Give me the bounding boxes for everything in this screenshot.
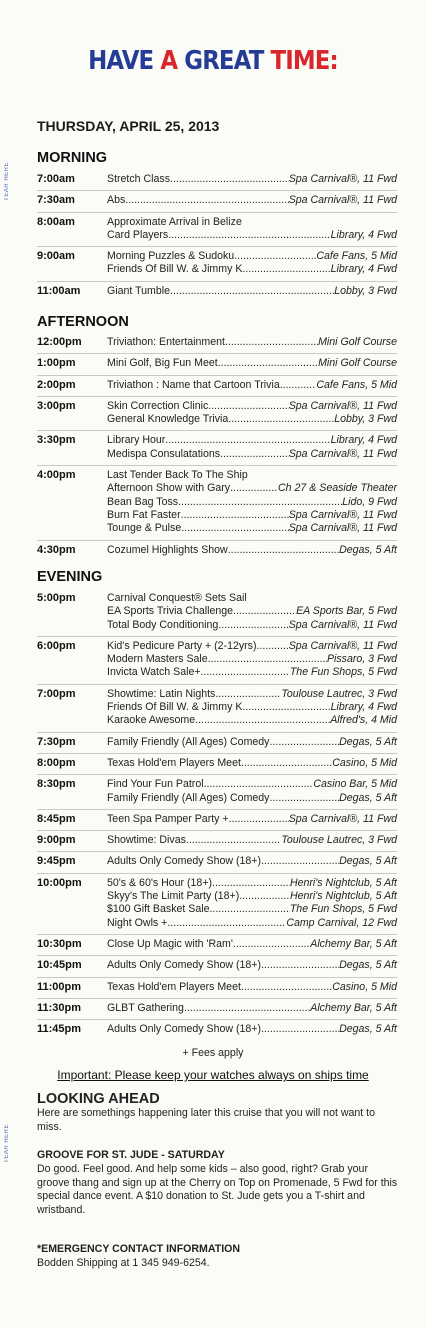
event-location: Degas, 5 Aft: [339, 735, 397, 748]
event-name: Stretch Class: [107, 173, 170, 185]
event-name: 50's & 60's Hour (18+): [107, 876, 213, 889]
event-location: Camp Carnival, 12 Fwd: [286, 916, 397, 929]
event-time: 8:45pm: [37, 812, 76, 825]
dot-leader: [218, 357, 318, 370]
event-list: [107, 855, 397, 868]
event-time: 11:45pm: [37, 1023, 82, 1036]
event-item: [107, 736, 397, 749]
event-location: Degas, 5 Aft: [339, 959, 397, 972]
event-time: 4:30pm: [37, 543, 76, 556]
event-name: Giant Tumble: [107, 284, 171, 297]
dot-leader: [241, 981, 332, 994]
dot-leader: [234, 250, 316, 263]
schedule-row: [37, 873, 397, 934]
event-list: [107, 813, 397, 826]
dot-leader: [225, 336, 318, 349]
schedule-row: [37, 246, 397, 281]
event-list: [107, 1023, 397, 1036]
event-location: Toulouse Lautrec, 3 Fwd: [281, 834, 397, 847]
event-item: [107, 448, 397, 461]
event-name: Showtime: Divas: [107, 834, 186, 847]
dot-leader: [245, 263, 330, 276]
event-item: [107, 653, 397, 666]
dot-leader: [195, 714, 330, 727]
event-list: [107, 938, 397, 951]
event-location: Spa Carnival®, 11 Fwd: [288, 618, 397, 631]
event-location: Spa Carnival®, 11 Fwd: [288, 812, 397, 825]
event-item: [107, 379, 397, 392]
dot-leader: [170, 285, 334, 298]
event-item: [107, 701, 397, 714]
event-item: [107, 877, 397, 890]
event-location: Spa Carnival®, 11 Fwd: [288, 447, 397, 460]
dot-leader: [184, 1002, 310, 1015]
event-location: Degas, 5 Aft: [339, 1023, 397, 1036]
event-list: [107, 250, 397, 277]
schedule-date: THURSDAY, APRIL 25, 2013: [37, 118, 220, 134]
schedule-row: [37, 774, 397, 809]
event-location: Casino, 5 Mid: [332, 980, 397, 993]
schedule-row: [37, 684, 397, 732]
schedule-table: [37, 333, 397, 561]
event-item: [107, 482, 397, 495]
event-time: 7:30am: [37, 194, 75, 207]
event-location: Henri's Nightclub, 5 Aft: [289, 876, 397, 889]
event-list: [107, 877, 397, 930]
event-name: Burn Fat Faster: [107, 508, 181, 521]
important-note: Important: Please keep your watches always on ships time: [57, 1068, 369, 1082]
page-header: [26, 46, 401, 76]
event-list: [107, 357, 397, 370]
event-location: Library, 4 Fwd: [330, 228, 397, 241]
schedule-row: [37, 636, 397, 684]
event-item: [107, 813, 397, 826]
event-item: [107, 1002, 397, 1015]
event-list: [107, 736, 397, 749]
event-name: Texas Hold'em Players Meet: [107, 756, 241, 769]
event-list: [107, 285, 397, 298]
event-item: [107, 938, 397, 951]
event-list: [107, 1002, 397, 1015]
event-name: Invicta Watch Sale+: [107, 666, 201, 679]
event-item: [107, 496, 397, 509]
dot-leader: [233, 938, 310, 951]
event-location: Degas, 5 Aft: [339, 855, 397, 868]
schedule-row: [37, 977, 397, 998]
event-list: [107, 757, 397, 770]
header-word: TIME:: [270, 46, 338, 76]
event-item: [107, 173, 397, 186]
event-name: Family Friendly (All Ages) Comedy: [107, 735, 270, 748]
event-time: 8:00pm: [37, 756, 76, 769]
header-word: HAVE: [88, 46, 154, 76]
event-item: [107, 688, 397, 701]
event-item: [107, 216, 397, 229]
event-name: Texas Hold'em Players Meet: [107, 980, 241, 993]
event-location: Toulouse Lautrec, 3 Fwd: [281, 687, 397, 700]
dot-leader: [218, 619, 288, 632]
schedule-row: [37, 353, 397, 374]
schedule-row: [37, 430, 397, 465]
event-location: Ch 27 & Seaside Theater: [278, 482, 397, 495]
event-time: 11:00am: [37, 284, 81, 297]
looking-ahead-title: LOOKING AHEAD: [37, 1091, 160, 1107]
event-name: Teen Spa Pamper Party +: [107, 812, 229, 825]
section-title: AFTERNOON: [37, 314, 129, 330]
event-name: Afternoon Show with Gary: [107, 482, 231, 495]
schedule-row: [37, 170, 397, 190]
event-time: 9:00am: [37, 250, 75, 263]
tear-here-label: TEAR HERE: [4, 162, 10, 201]
event-title: GROOVE FOR ST. JUDE - SATURDAY: [37, 1149, 225, 1161]
event-location: Mini Golf Course: [318, 336, 397, 348]
event-time: 1:00pm: [37, 357, 76, 370]
event-name: Close Up Magic with 'Ram': [107, 937, 233, 950]
schedule-row: [37, 190, 397, 211]
dot-leader: [261, 959, 339, 972]
event-name: Card Players: [107, 228, 169, 241]
dot-leader: [165, 434, 330, 447]
event-location: Lobby, 3 Fwd: [334, 413, 397, 426]
event-item: [107, 250, 397, 263]
event-location: Casino, 5 Mid: [332, 756, 397, 769]
event-item: [107, 855, 397, 868]
event-location: Henri's Nightclub, 5 Aft: [289, 890, 397, 903]
event-time: 7:30pm: [37, 735, 76, 748]
event-location: EA Sports Bar, 5 Fwd: [296, 605, 397, 618]
schedule-row: [37, 851, 397, 872]
event-item: [107, 509, 397, 522]
event-location: Lido, 9 Fwd: [342, 495, 397, 508]
event-name: Find Your Fun Patrol: [107, 778, 204, 791]
event-list: [107, 434, 397, 461]
event-item: [107, 1023, 397, 1036]
event-name: Friends Of Bill W. & Jimmy K.: [107, 701, 246, 714]
event-item: [107, 757, 397, 770]
event-location: The Fun Shops, 5 Fwd: [289, 903, 397, 916]
event-name: Skin Correction Clinic: [107, 399, 209, 412]
event-item: [107, 666, 397, 679]
dot-leader: [280, 379, 317, 392]
dot-leader: [229, 813, 289, 826]
event-location: Alchemy Bar, 5 Aft: [310, 1001, 397, 1014]
event-name: Karaoke Awesome: [107, 714, 196, 727]
event-time: 5:00pm: [37, 592, 76, 604]
schedule-row: [37, 998, 397, 1019]
event-location: Casino Bar, 5 Mid: [313, 778, 397, 791]
dot-leader: [212, 877, 290, 890]
event-location: Spa Carnival®, 11 Fwd: [288, 399, 397, 412]
event-location: Cafe Fans, 5 Mid: [316, 250, 397, 263]
event-item: [107, 285, 397, 298]
event-time: 10:00pm: [37, 876, 82, 889]
tear-here-label: TEAR HERE: [4, 1124, 10, 1163]
event-name: Modern Masters Sale: [107, 653, 208, 666]
schedule-row: [37, 465, 397, 539]
looking-ahead-intro: Here are somethings happening later this cruise that you will not want to miss.: [37, 1107, 376, 1133]
event-time: 9:00pm: [37, 834, 76, 847]
event-item: [107, 469, 397, 482]
event-time: 8:00am: [37, 215, 75, 228]
event-list: [107, 688, 397, 728]
event-list: [107, 400, 397, 427]
event-item: [107, 778, 397, 791]
schedule-row: [37, 1019, 397, 1040]
event-item: [107, 413, 397, 426]
event-name: Night Owls +: [107, 916, 168, 929]
event-time: 2:00pm: [37, 378, 76, 391]
schedule-row: [37, 955, 397, 976]
event-location: Spa Carnival®, 11 Fwd: [288, 522, 397, 535]
event-location: The Fun Shops, 5 Fwd: [289, 666, 397, 679]
event-location: Pissaro, 3 Fwd: [326, 653, 397, 666]
fees-note: + Fees apply: [182, 1047, 244, 1059]
schedule-row: [37, 753, 397, 774]
dot-leader: [201, 666, 290, 679]
schedule-row: [37, 540, 397, 561]
event-item: [107, 890, 397, 903]
dot-leader: [204, 778, 314, 791]
event-name: $100 Gift Basket Sale: [107, 903, 210, 916]
event-name: Family Friendly (All Ages) Comedy: [107, 791, 270, 804]
schedule-row: [37, 396, 397, 431]
event-item: [107, 834, 397, 847]
event-name: Medispa Consulatations: [107, 447, 221, 460]
schedule-row: [37, 281, 397, 302]
event-list: [107, 379, 397, 392]
event-name: Adults Only Comedy Show (18+): [107, 1023, 261, 1036]
event-item: [107, 714, 397, 727]
event-location: Spa Carnival®, 11 Fwd: [288, 639, 397, 652]
dot-leader: [167, 917, 286, 930]
event-name: Triviathon: Entertainment: [107, 336, 225, 348]
schedule-row: [37, 732, 397, 753]
schedule-row: [37, 830, 397, 851]
schedule-table: [37, 589, 397, 1040]
event-item: [107, 434, 397, 447]
event-item: [107, 522, 397, 535]
event-list: [107, 469, 397, 535]
dot-leader: [257, 640, 289, 653]
dot-leader: [228, 544, 339, 557]
header-word: GREAT: [184, 46, 264, 76]
emergency-title: *EMERGENCY CONTACT INFORMATION: [37, 1243, 241, 1255]
event-time: 3:00pm: [37, 399, 76, 412]
event-name: Adults Only Comedy Show (18+): [107, 855, 261, 868]
schedule-table: [37, 170, 397, 302]
event-time: 7:00pm: [37, 687, 76, 700]
event-name: Abs: [107, 194, 126, 207]
event-item: [107, 194, 397, 207]
event-name: Adults Only Comedy Show (18+): [107, 959, 261, 972]
event-name: Carnival Conquest® Sets Sail: [107, 592, 247, 604]
event-list: [107, 981, 397, 994]
dot-leader: [233, 605, 296, 618]
schedule-row: [37, 212, 397, 247]
event-name: Morning Puzzles & Sudoku: [107, 250, 235, 263]
dot-leader: [241, 757, 332, 770]
event-location: Spa Carnival®, 11 Fwd: [288, 173, 397, 185]
dot-leader: [269, 736, 339, 749]
event-name: Kid's Pedicure Party + (2-12yrs): [107, 639, 257, 652]
event-item: [107, 229, 397, 242]
dot-leader: [230, 482, 278, 495]
event-time: 11:00pm: [37, 980, 82, 993]
event-location: Spa Carnival®, 11 Fwd: [288, 508, 397, 521]
event-name: Mini Golf, Big Fun Meet: [107, 357, 218, 370]
event-location: Alfred's, 4 Mid: [330, 714, 397, 727]
event-name: Triviathon : Name that Cartoon Trivia: [107, 378, 280, 391]
event-item: [107, 792, 397, 805]
dot-leader: [178, 496, 342, 509]
event-text: Do good. Feel good. And help some kids – also good, right? Grab your groove thang and sign up at the Cherry on Top on Promenade, 5 Fwd for this special dance event. A $10 donation to St. Jude gets you a T-shirt and wristband.: [37, 1163, 398, 1216]
event-item: [107, 592, 397, 605]
event-item: [107, 959, 397, 972]
event-time: 11:30pm: [37, 1001, 82, 1014]
event-item: [107, 263, 397, 276]
event-item: [107, 981, 397, 994]
section-title: EVENING: [37, 569, 103, 585]
dot-leader: [209, 903, 289, 916]
event-name: GLBT Gathering: [107, 1001, 184, 1014]
event-item: [107, 917, 397, 930]
event-time: 7:00am: [37, 173, 75, 185]
event-list: [107, 640, 397, 680]
event-name: Last Tender Back To The Ship: [107, 469, 248, 482]
event-location: Spa Carnival®, 11 Fwd: [288, 194, 397, 207]
event-name: Bean Bag Toss: [107, 495, 179, 508]
event-location: Library, 4 Fwd: [330, 701, 397, 714]
event-name: Friends Of Bill W. & Jimmy K.: [107, 263, 246, 276]
event-time: 9:45pm: [37, 855, 76, 868]
event-location: Library, 4 Fwd: [330, 263, 397, 276]
event-location: Alchemy Bar, 5 Aft: [310, 937, 397, 950]
event-item: [107, 400, 397, 413]
event-time: 12:00pm: [37, 336, 82, 348]
dot-leader: [261, 1023, 339, 1036]
dot-leader: [208, 400, 288, 413]
dot-leader: [245, 701, 330, 714]
event-list: [107, 778, 397, 805]
event-list: [107, 336, 397, 349]
event-location: Library, 4 Fwd: [330, 434, 397, 447]
dot-leader: [220, 448, 289, 461]
dot-leader: [208, 653, 327, 666]
event-name: Library Hour: [107, 434, 166, 447]
dot-leader: [239, 890, 290, 903]
event-item: [107, 640, 397, 653]
event-item: [107, 336, 397, 349]
event-item: [107, 605, 397, 618]
event-list: [107, 834, 397, 847]
dot-leader: [125, 194, 288, 207]
event-time: 3:30pm: [37, 434, 76, 447]
event-name: Total Body Conditioning: [107, 618, 219, 631]
dot-leader: [228, 413, 334, 426]
event-location: Lobby, 3 Fwd: [334, 284, 397, 297]
dot-leader: [168, 229, 330, 242]
event-location: Degas, 5 Aft: [339, 791, 397, 804]
event-time: 4:00pm: [37, 469, 76, 482]
dot-leader: [269, 792, 339, 805]
event-name: Approximate Arrival in Belize: [107, 215, 242, 228]
event-item: [107, 357, 397, 370]
event-item: [107, 903, 397, 916]
event-location: Mini Golf Course: [318, 357, 397, 370]
schedule-row: [37, 589, 397, 636]
section-title: MORNING: [37, 150, 108, 166]
event-list: [107, 544, 397, 557]
event-list: [107, 194, 397, 207]
header-word: A: [160, 46, 178, 76]
schedule-row: [37, 934, 397, 955]
event-time: 10:45pm: [37, 959, 82, 972]
event-name: Showtime: Latin Nights: [107, 687, 216, 700]
dot-leader: [215, 688, 281, 701]
dot-leader: [170, 173, 289, 186]
schedule-row: [37, 809, 397, 830]
dot-leader: [181, 522, 288, 535]
event-list: [107, 959, 397, 972]
event-time: 6:00pm: [37, 639, 76, 652]
dot-leader: [261, 855, 339, 868]
schedule-row: [37, 375, 397, 396]
event-name: EA Sports Trivia Challenge: [107, 605, 234, 618]
event-location: Cafe Fans, 5 Mid: [316, 378, 397, 391]
dot-leader: [181, 509, 289, 522]
event-list: [107, 216, 397, 243]
event-location: Degas, 5 Aft: [339, 543, 397, 556]
event-item: [107, 544, 397, 557]
event-list: [107, 173, 397, 186]
event-name: Cozumel Highlights Show: [107, 543, 228, 556]
event-name: General Knowledge Trivia: [107, 413, 229, 426]
dot-leader: [186, 834, 281, 847]
event-time: 8:30pm: [37, 778, 76, 791]
event-time: 10:30pm: [37, 937, 82, 950]
event-name: Tounge & Pulse: [107, 522, 182, 535]
event-list: [107, 592, 397, 632]
schedule-row: [37, 333, 397, 353]
event-item: [107, 619, 397, 632]
event-name: Skyy's The Limit Party (18+): [107, 890, 240, 903]
emergency-text: Bodden Shipping at 1 345 949-6254.: [37, 1257, 210, 1269]
